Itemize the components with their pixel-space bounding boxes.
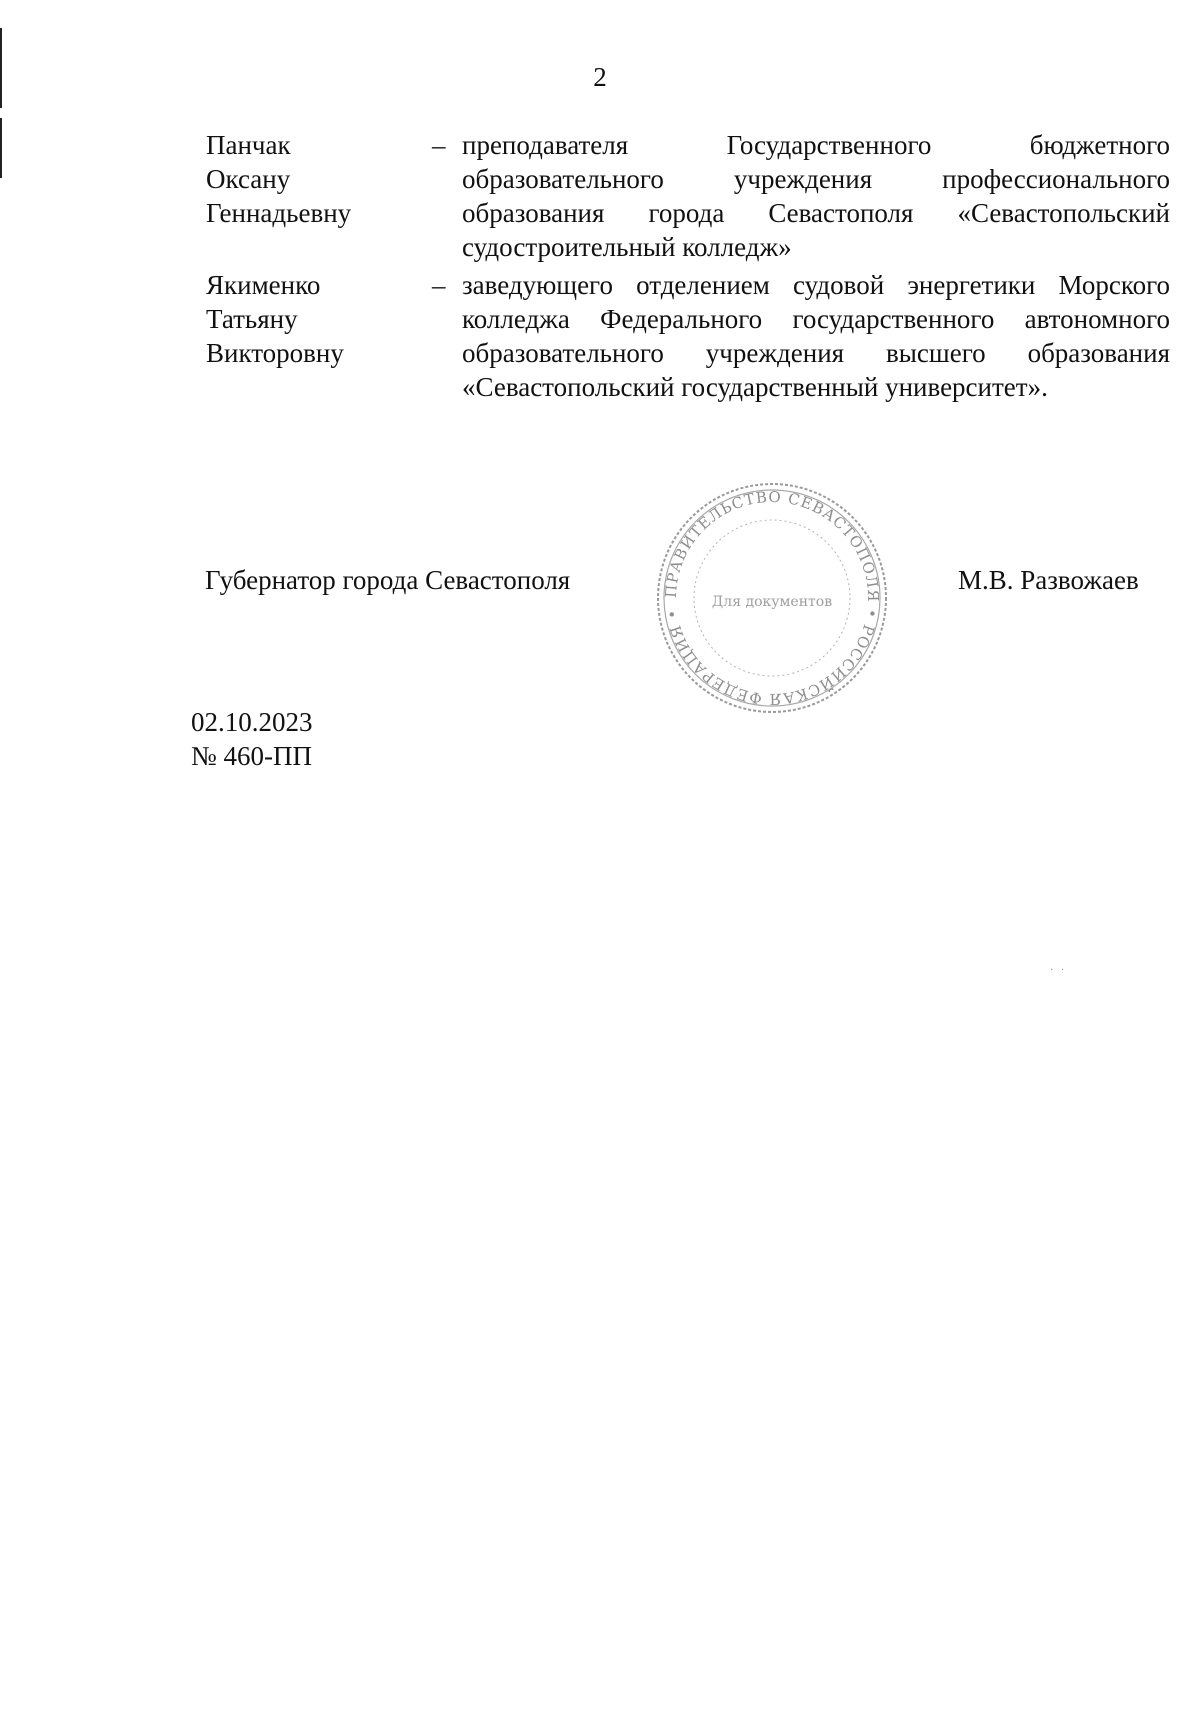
patronymic: Викторовну — [206, 338, 344, 368]
first-name: Оксану — [206, 164, 291, 194]
appointee-position: заведующего отделением судовой энергетики Морского колледжа Федерального государственного автономного образовательного учреждения высшего образования «Севастопольский государственный университет». — [462, 270, 1170, 402]
surname: Якименко — [206, 270, 321, 300]
first-name: Татьяну — [206, 304, 298, 334]
seal-center-text: Для документов — [711, 594, 833, 610]
margin-mark-bottom — [0, 118, 2, 178]
document-number: № 460-ПП — [191, 741, 312, 771]
dash: – — [432, 130, 446, 160]
page-number: 2 — [593, 62, 607, 92]
official-seal — [652, 478, 892, 718]
surname: Панчак — [206, 130, 291, 160]
scan-artifact: · · — [1050, 965, 1065, 976]
seal-outer-text: ПРАВИТЕЛЬСТВО СЕВАСТОПОЛЯ • РОССИЙСКАЯ ФЕДЕРАЦИЯ • — [661, 487, 883, 709]
patronymic: Геннадьевну — [206, 198, 352, 228]
appointee-position: преподавателя Государственного бюджетного образовательного учреждения профессионального образования города Севастополя «Севастопольский судостроительный колледж» — [462, 130, 1170, 262]
signatory-title: Губернатор города Севастополя — [205, 565, 571, 595]
dash: – — [432, 270, 446, 300]
document-date: 02.10.2023 — [191, 707, 313, 737]
signatory-name: М.В. Развожаев — [958, 565, 1139, 595]
appointee-name — [206, 128, 416, 230]
appointee-name — [206, 268, 416, 370]
